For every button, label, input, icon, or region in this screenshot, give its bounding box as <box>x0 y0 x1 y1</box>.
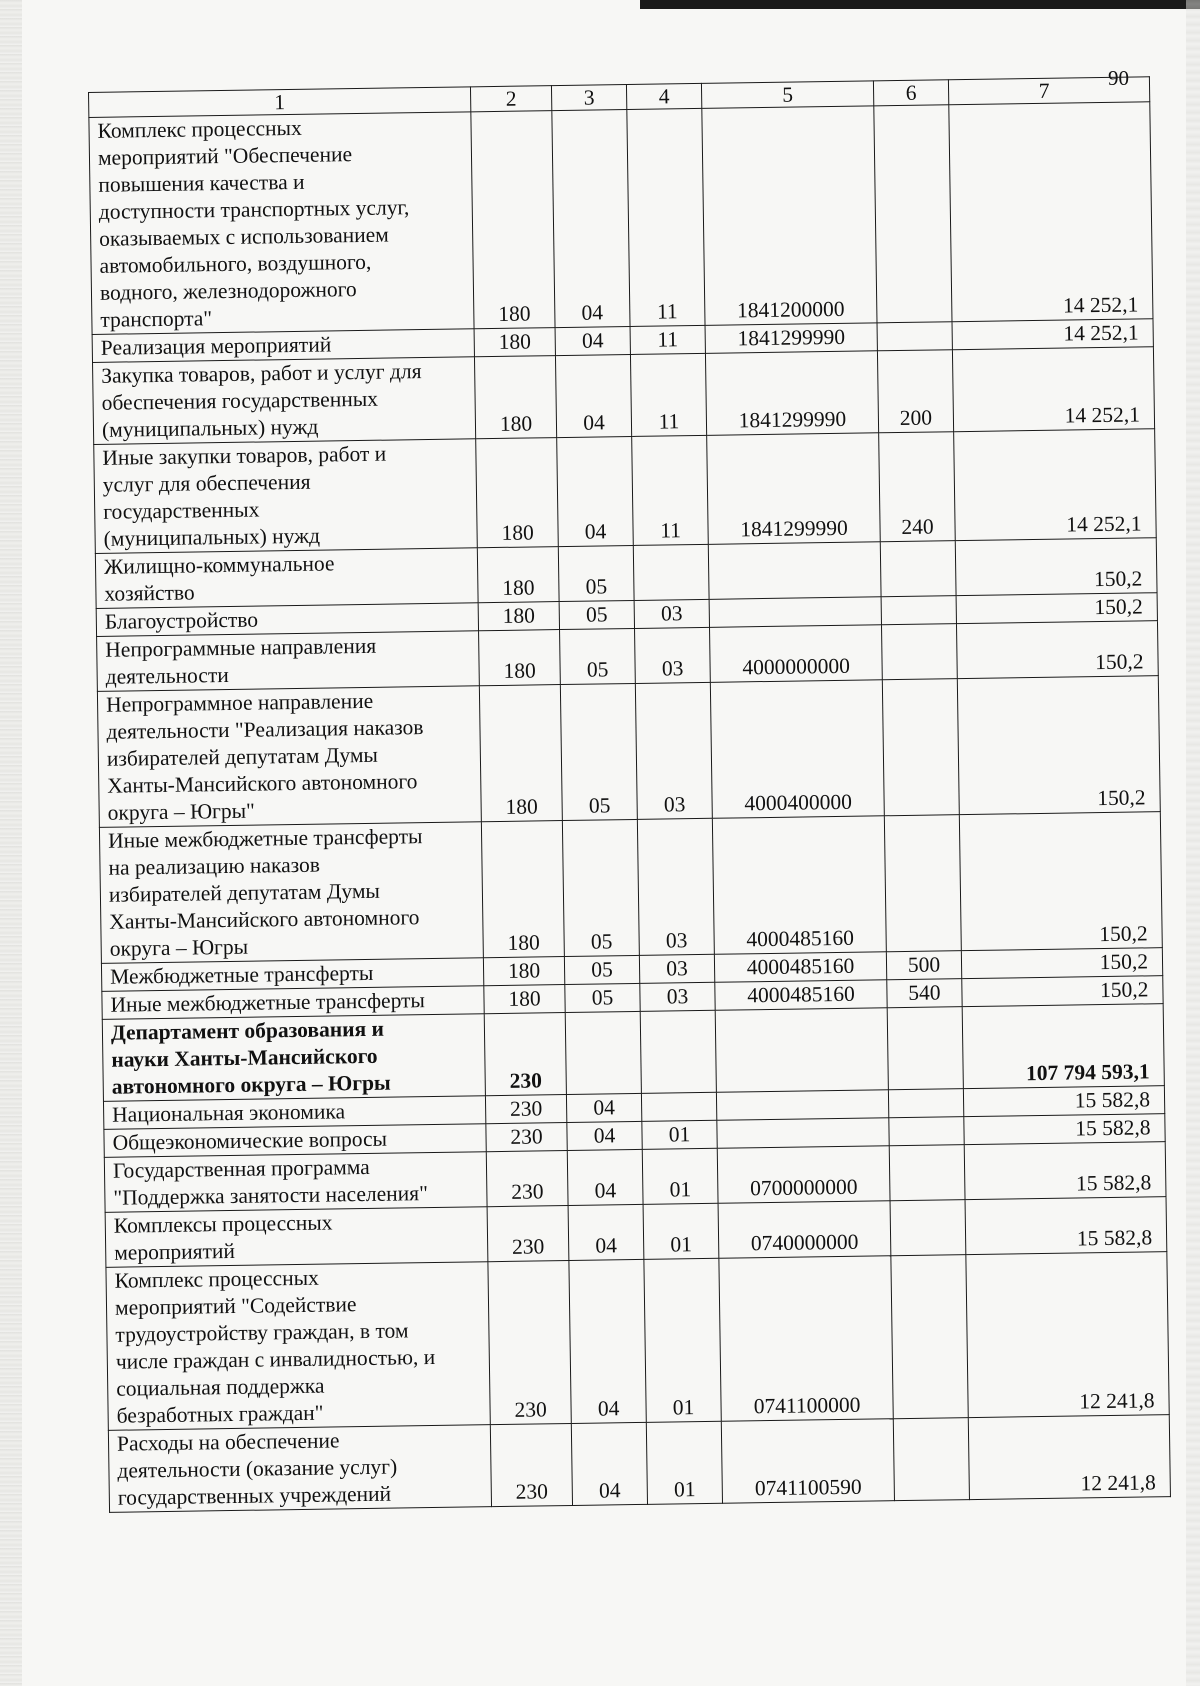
row-expense-type-cell <box>889 1117 964 1146</box>
row-subsection-cell: 01 <box>646 1421 722 1504</box>
row-article-cell: 4000400000 <box>710 680 884 819</box>
row-expense-type-cell <box>890 1200 966 1256</box>
row-code-cell: 180 <box>483 957 564 986</box>
row-code-cell: 180 <box>479 630 561 686</box>
row-code-cell: 230 <box>486 1123 567 1152</box>
row-sum-cell: 12 241,8 <box>968 1415 1170 1500</box>
header-cell-3: 3 <box>551 85 626 111</box>
table-row <box>93 347 1155 445</box>
row-subsection-cell: 03 <box>634 599 709 628</box>
row-subsection-cell: 03 <box>639 954 714 983</box>
row-subsection-cell: 01 <box>644 1258 721 1422</box>
row-name-cell: Государственная программа "Поддержка занятости населения" <box>104 1152 487 1213</box>
row-name-cell: Комплексы процессных мероприятий <box>105 1207 488 1268</box>
row-name-cell: Комплекс процессных мероприятий "Содействие трудоустройству граждан, в том числе граждан с инвалидностью, и социальная поддержка безработных граждан" <box>106 1262 490 1431</box>
row-code-cell: 180 <box>477 547 559 603</box>
scan-right-edge <box>1186 0 1200 1686</box>
row-expense-type-cell <box>891 1255 968 1419</box>
row-sum-cell: 150,2 <box>956 621 1158 679</box>
row-subsection-cell: 03 <box>635 627 711 683</box>
row-article-cell: 1841299990 <box>705 323 877 354</box>
row-subsection-cell: 11 <box>630 353 706 436</box>
row-section-cell: 05 <box>562 819 639 956</box>
row-expense-type-cell <box>893 1418 969 1501</box>
row-expense-type-cell <box>888 1089 963 1118</box>
row-name-cell: Расходы на обеспечение деятельности (оказание услуг) государственных учреждений <box>108 1425 491 1513</box>
row-section-cell: 05 <box>558 545 634 601</box>
row-expense-type-cell <box>877 322 952 351</box>
row-section-cell: 04 <box>557 436 634 546</box>
table-row <box>106 1252 1169 1431</box>
row-expense-type-cell <box>887 1007 963 1090</box>
row-name-cell: Жилищно-коммунальное хозяйство <box>95 548 478 609</box>
scan-left-edge <box>0 0 22 1686</box>
budget-table <box>88 76 1171 1513</box>
row-name-cell: Департамент образования и науки Ханты-Мансийского автономного округа – Югры <box>102 1014 485 1102</box>
row-section-cell: 04 <box>567 1121 642 1150</box>
row-subsection-cell <box>633 544 709 600</box>
row-code-cell: 180 <box>484 985 565 1014</box>
row-article-cell: 0741100000 <box>719 1256 893 1422</box>
row-sum-cell: 150,2 <box>959 812 1162 951</box>
row-subsection-cell: 01 <box>642 1120 717 1149</box>
row-expense-type-cell: 240 <box>879 432 956 542</box>
row-expense-type-cell <box>874 105 952 323</box>
row-subsection-cell: 11 <box>630 325 705 354</box>
row-subsection-cell: 01 <box>643 1203 719 1259</box>
table-row <box>108 1415 1170 1513</box>
row-code-cell: 180 <box>476 438 559 548</box>
row-sum-cell: 150,2 <box>961 948 1162 979</box>
row-sum-cell: 15 582,8 <box>963 1086 1164 1117</box>
row-name-cell: Иные межбюджетные трансферты <box>102 986 484 1020</box>
row-sum-cell: 15 582,8 <box>964 1142 1166 1200</box>
row-name-cell: Иные закупки товаров, работ и услуг для обеспечения государственных (муниципальных) нужд <box>94 439 478 554</box>
row-subsection-cell: 01 <box>642 1148 718 1204</box>
row-article-cell <box>717 1118 889 1149</box>
row-code-cell: 230 <box>487 1206 569 1262</box>
row-expense-type-cell <box>881 596 956 625</box>
row-sum-cell: 12 241,8 <box>966 1252 1169 1418</box>
row-section-cell: 04 <box>566 1093 641 1122</box>
row-code-cell: 230 <box>490 1423 572 1506</box>
header-cell-6: 6 <box>873 80 948 106</box>
row-section-cell: 05 <box>559 600 634 629</box>
row-code-cell: 180 <box>478 602 559 631</box>
table-row <box>89 102 1153 335</box>
row-subsection-cell: 03 <box>640 982 715 1011</box>
row-expense-type-cell <box>882 679 959 816</box>
row-article-cell: 0700000000 <box>717 1146 890 1204</box>
row-section-cell: 04 <box>555 354 631 437</box>
row-sum-cell: 150,2 <box>962 976 1163 1007</box>
row-subsection-cell <box>641 1092 716 1121</box>
row-section-cell: 04 <box>568 1204 644 1260</box>
row-section-cell: 05 <box>560 628 636 684</box>
row-article-cell: 4000000000 <box>710 625 883 683</box>
row-sum-cell: 14 252,1 <box>949 102 1153 322</box>
header-cell-5: 5 <box>701 81 873 109</box>
header-cell-4: 4 <box>626 83 701 109</box>
row-code-cell: 230 <box>485 1095 566 1124</box>
row-code-cell: 230 <box>484 1013 566 1096</box>
row-article-cell: 4000485160 <box>712 816 886 955</box>
row-subsection-cell: 03 <box>637 818 714 955</box>
row-section-cell: 04 <box>552 110 630 328</box>
budget-table-body <box>89 77 1171 1513</box>
row-article-cell <box>709 597 881 628</box>
row-sum-cell: 150,2 <box>956 593 1157 624</box>
row-sum-cell: 14 252,1 <box>954 429 1157 541</box>
row-sum-cell: 14 252,1 <box>952 319 1153 350</box>
table-row <box>94 429 1157 554</box>
row-name-cell: Непрограммное направление деятельности "Реализация наказов избирателей депутатам Думы Ханты-Мансийского автономного округа – Югры" <box>97 686 481 828</box>
row-subsection-cell: 11 <box>632 435 709 545</box>
table-row <box>102 1004 1164 1102</box>
row-expense-type-cell: 540 <box>887 979 962 1008</box>
row-section-cell <box>565 1011 641 1094</box>
row-expense-type-cell: 200 <box>877 350 953 433</box>
row-article-cell: 0740000000 <box>718 1201 891 1259</box>
row-article-cell <box>716 1090 888 1121</box>
row-code-cell: 180 <box>479 685 562 822</box>
table-row <box>99 812 1162 964</box>
row-sum-cell: 15 582,8 <box>965 1197 1167 1255</box>
row-expense-type-cell <box>881 624 957 680</box>
row-sum-cell: 15 582,8 <box>964 1114 1165 1145</box>
row-sum-cell: 150,2 <box>957 676 1160 815</box>
row-code-cell: 230 <box>488 1260 571 1424</box>
row-section-cell: 04 <box>571 1422 647 1505</box>
row-name-cell: Благоустройство <box>96 603 478 637</box>
row-article-cell: 1841200000 <box>702 106 877 326</box>
row-expense-type-cell: 500 <box>886 951 961 980</box>
row-article-cell: 1841299990 <box>707 433 881 545</box>
row-section-cell: 04 <box>569 1259 646 1423</box>
row-subsection-cell <box>640 1010 716 1093</box>
row-article-cell: 0741100590 <box>721 1419 894 1504</box>
row-expense-type-cell <box>880 541 956 597</box>
row-code-cell: 180 <box>471 111 555 329</box>
row-code-cell: 180 <box>474 328 555 357</box>
row-section-cell: 05 <box>564 955 639 984</box>
row-code-cell: 180 <box>481 821 564 958</box>
row-name-cell: Национальная экономика <box>103 1096 485 1130</box>
row-section-cell: 04 <box>555 326 630 355</box>
row-subsection-cell: 11 <box>627 108 705 326</box>
row-sum-cell: 150,2 <box>955 538 1157 596</box>
row-article-cell <box>708 542 881 600</box>
row-name-cell: Общеэкономические вопросы <box>104 1124 486 1158</box>
page-number: 90 <box>1108 66 1129 90</box>
row-expense-type-cell <box>889 1145 965 1201</box>
row-name-cell: Реализация мероприятий <box>92 329 474 363</box>
row-name-cell: Комплекс процессных мероприятий "Обеспечение повышения качества и доступности транспортных услуг, оказываемых с использованием автомобильного, воздушного, водного, железнодорожного транспорта" <box>89 112 474 335</box>
row-article-cell <box>715 1008 888 1093</box>
header-cell-1: 1 <box>89 87 471 118</box>
row-section-cell: 05 <box>565 983 640 1012</box>
row-name-cell: Закупка товаров, работ и услуг для обеспечения государственных (муниципальных) нужд <box>93 357 476 445</box>
row-code-cell: 230 <box>486 1151 568 1207</box>
row-sum-cell: 107 794 593,1 <box>962 1004 1164 1089</box>
scan-top-edge <box>640 0 1200 9</box>
row-section-cell: 05 <box>560 683 637 820</box>
row-code-cell: 180 <box>474 356 556 439</box>
table-row <box>97 676 1160 828</box>
row-name-cell: Межбюджетные трансферты <box>101 958 483 992</box>
row-section-cell: 04 <box>567 1149 643 1205</box>
header-cell-7: 7 <box>948 77 1149 105</box>
row-article-cell: 4000485160 <box>715 980 887 1011</box>
header-cell-2: 2 <box>470 86 551 112</box>
row-subsection-cell: 03 <box>635 682 712 819</box>
row-expense-type-cell <box>884 815 961 952</box>
row-sum-cell: 14 252,1 <box>952 347 1154 432</box>
row-name-cell: Иные межбюджетные трансферты на реализацию наказов избирателей депутатам Думы Ханты-Мансийского автономного округа – Югры <box>99 822 483 964</box>
row-article-cell: 4000485160 <box>714 952 886 983</box>
row-name-cell: Непрограммные направления деятельности <box>97 631 480 692</box>
budget-table-sheet <box>88 76 1171 1513</box>
row-article-cell: 1841299990 <box>705 351 878 436</box>
